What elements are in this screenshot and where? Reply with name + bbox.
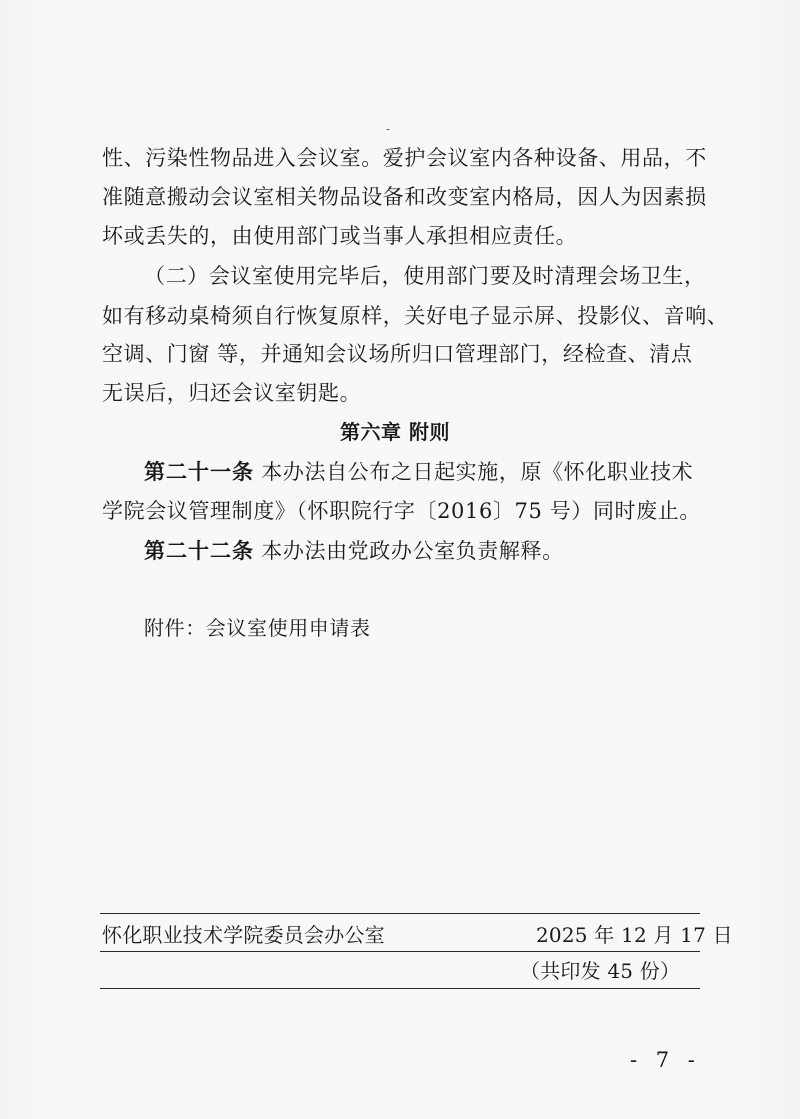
article21-text-line1: 本办法自公布之日起实施，原《怀化职业技术	[254, 460, 694, 484]
paragraph1-line1: 性、污染性物品进入会议室。爱护会议室内各种设备、用品，不	[102, 146, 707, 170]
article22-label: 第二十二条	[144, 538, 254, 563]
paragraph2-line2: 如有移动桌椅须自行恢复原样，关好电子显示屏、投影仪、音响、	[102, 304, 729, 328]
footer-middle-rule	[100, 951, 700, 952]
chapter-title: 第六章 附则	[340, 420, 450, 444]
footer-top-rule	[100, 913, 700, 914]
footer-date: 2025 年 12 月 17 日	[536, 923, 733, 947]
article22-text: 本办法由党政办公室负责解释。	[254, 539, 564, 563]
paragraph2-line3: 空调、门窗 等，并通知会议场所归口管理部门，经检查、清点	[102, 342, 693, 366]
paragraph1-line3: 坏或丢失的，由使用部门或当事人承担相应责任。	[102, 224, 578, 248]
article21-label: 第二十一条	[144, 459, 254, 484]
paragraph1-line2: 准随意搬动会议室相关物品设备和改变室内格局，因人为因素损	[102, 185, 707, 209]
article21-line1	[144, 458, 693, 486]
footer-issuer: 怀化职业技术学院委员会办公室	[102, 923, 385, 947]
article21-line2: 学院会议管理制度》（怀职院行字〔2016〕75 号）同时废止。	[102, 499, 701, 523]
page-number: - 7 -	[630, 1048, 701, 1072]
paragraph2-line4: 无误后，归还会议室钥匙。	[102, 381, 362, 405]
article22-line	[144, 537, 564, 565]
footer-bottom-rule	[100, 988, 700, 989]
paragraph2-line1: （二）会议室使用完毕后，使用部门要及时清理会场卫生，	[144, 264, 706, 288]
attachment-note: 附件：会议室使用申请表	[144, 616, 371, 640]
footer-copies: （共印发 45 份）	[520, 959, 681, 983]
scan-mark: -	[386, 122, 391, 136]
